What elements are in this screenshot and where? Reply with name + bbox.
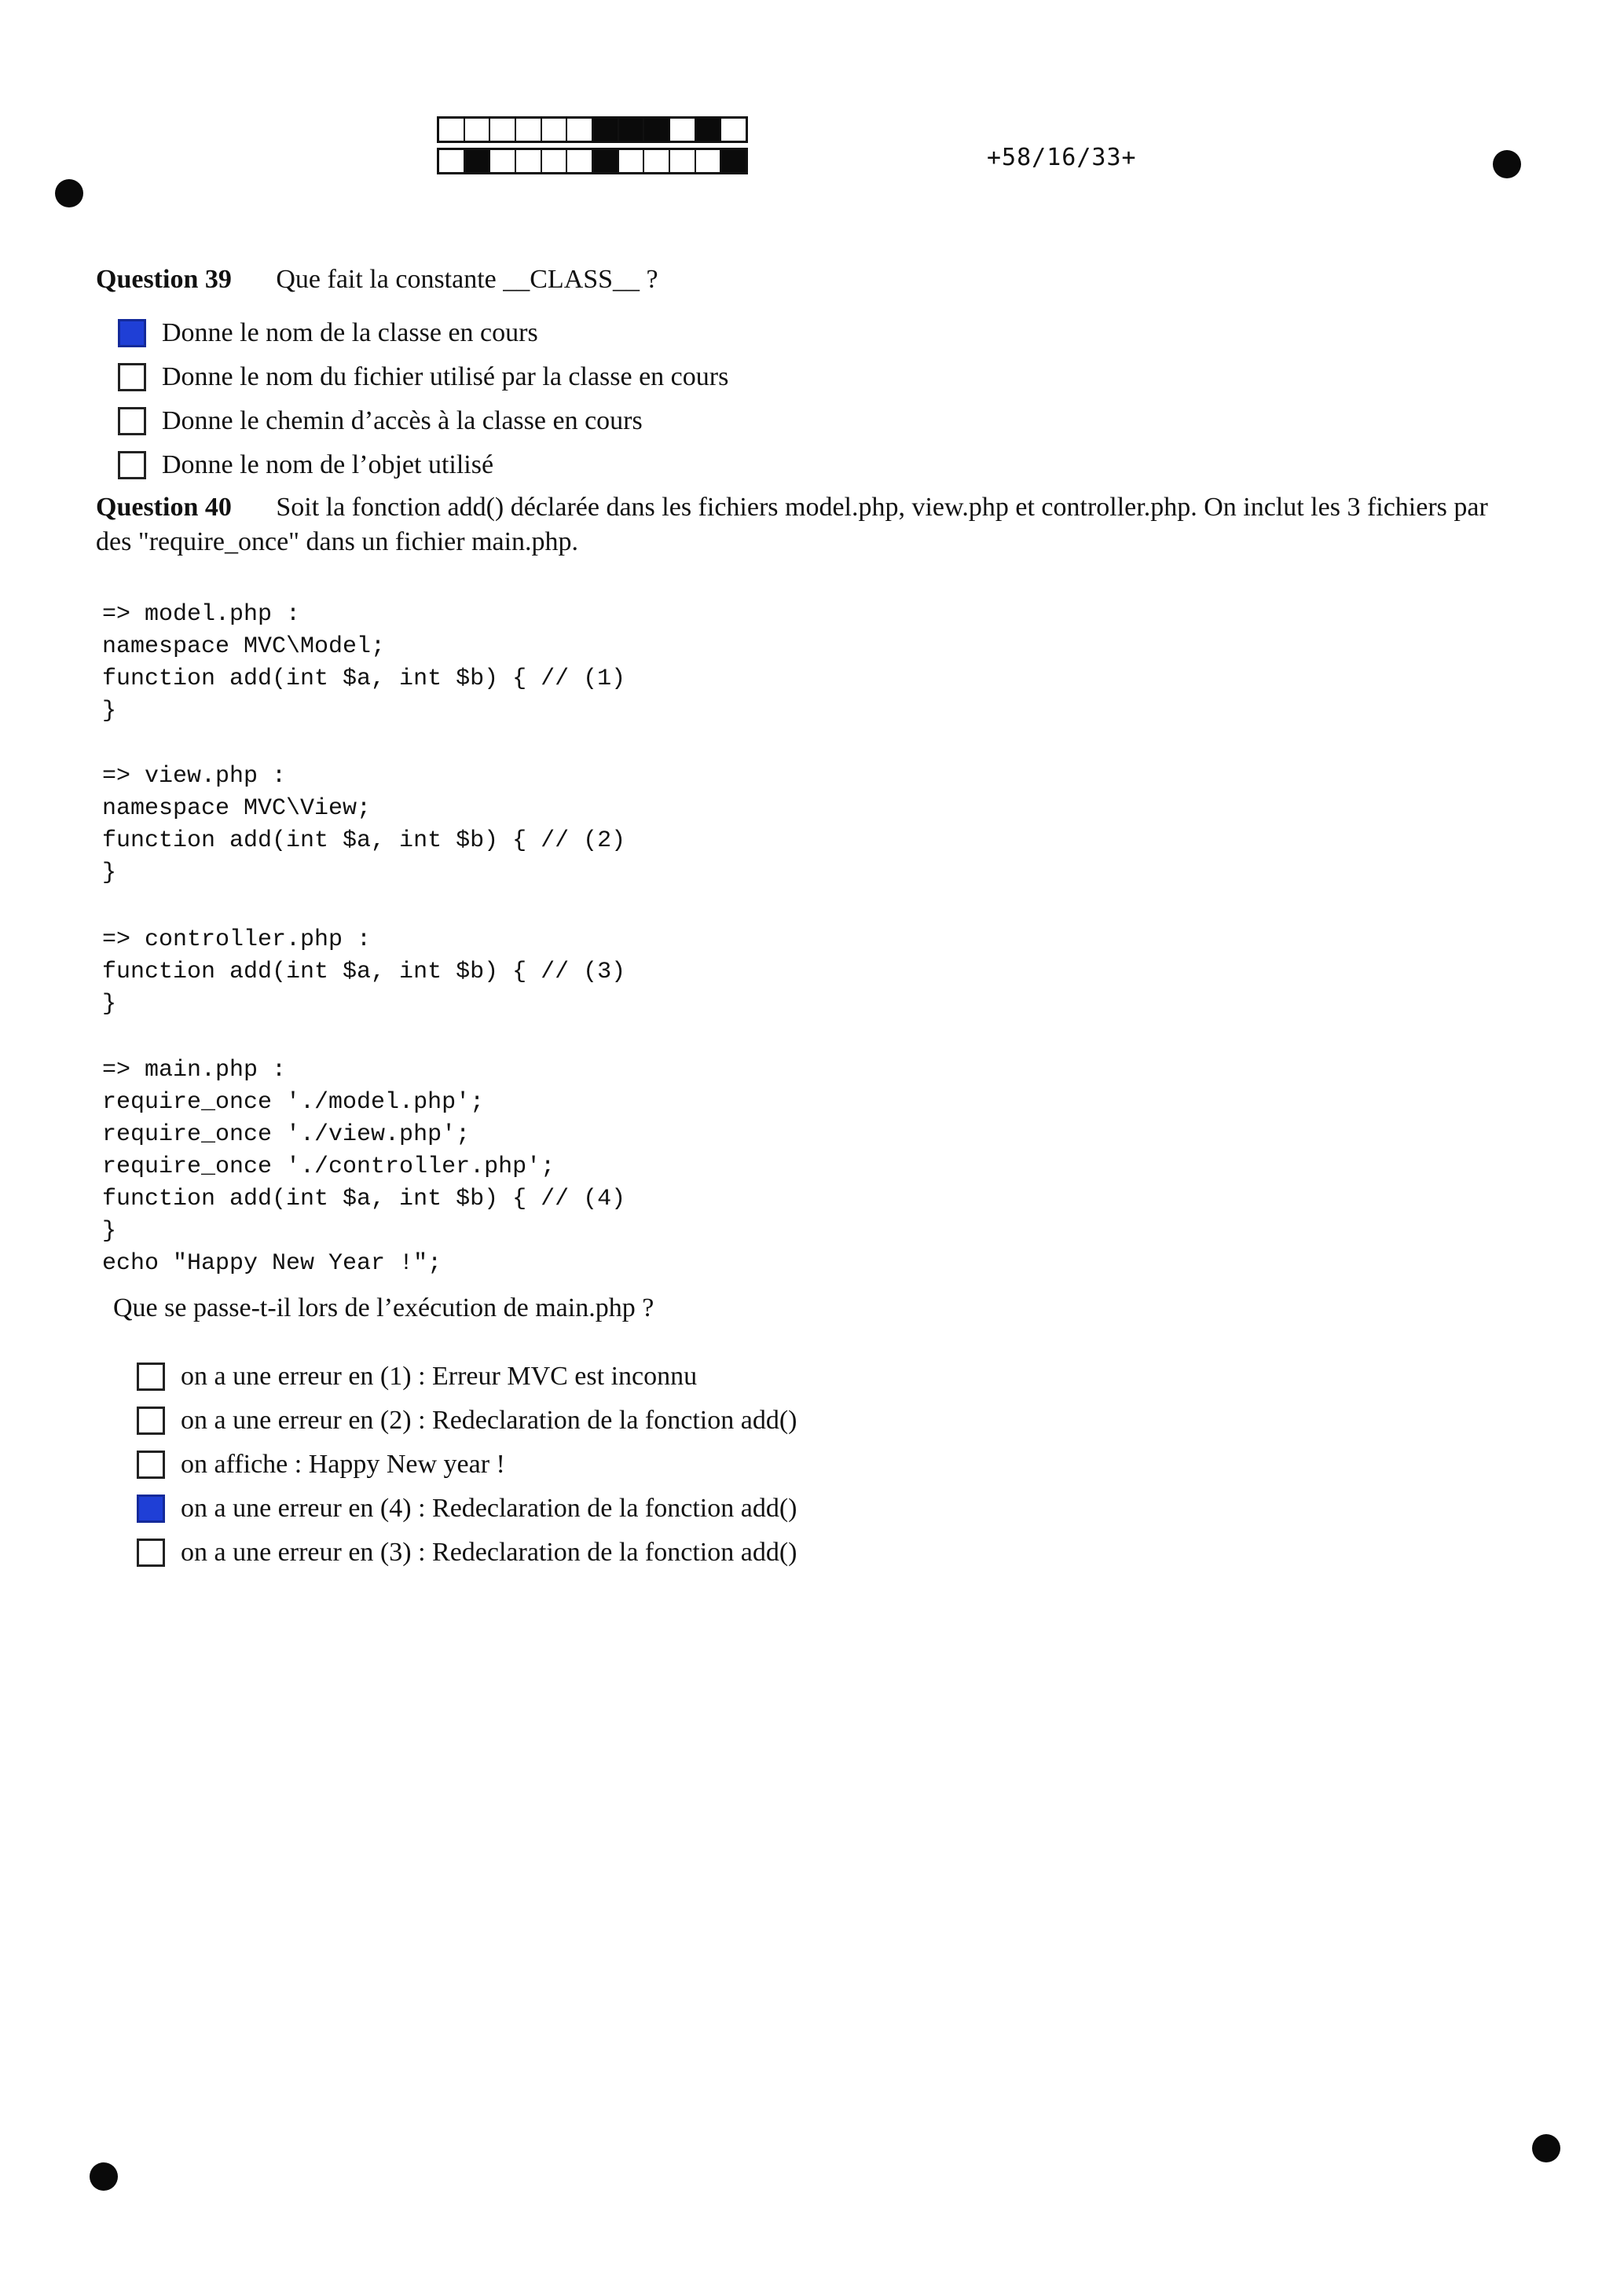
checked-checkbox[interactable] bbox=[137, 1495, 165, 1523]
student-id-barcode bbox=[437, 116, 748, 179]
code-line: } bbox=[102, 860, 117, 886]
answer-option[interactable] bbox=[137, 1399, 797, 1443]
checkbox[interactable] bbox=[137, 1407, 165, 1435]
answer-label: on a une erreur en (3) : Redeclaration de la fonction add() bbox=[181, 1538, 797, 1567]
code-line: namespace MVC\View; bbox=[102, 795, 372, 822]
barcode-cell bbox=[542, 119, 568, 141]
answer-option[interactable] bbox=[118, 399, 728, 443]
barcode-cell bbox=[542, 150, 568, 172]
barcode-cell bbox=[619, 119, 645, 141]
barcode-cell bbox=[670, 119, 696, 141]
barcode-cell bbox=[567, 150, 593, 172]
code-line: } bbox=[102, 1218, 117, 1245]
barcode-cell bbox=[439, 119, 465, 141]
registration-mark-bottom-right bbox=[1532, 2134, 1560, 2162]
code-line: function add(int $a, int $b) { // (4) bbox=[102, 1186, 626, 1212]
barcode-cell bbox=[619, 150, 645, 172]
answer-label: Donne le nom du fichier utilisé par la classe en cours bbox=[162, 362, 729, 391]
barcode-cell bbox=[593, 119, 619, 141]
barcode-cell bbox=[490, 150, 516, 172]
barcode-cell bbox=[465, 150, 491, 172]
question-40-prompt: Que se passe-t-il lors de l’exécution de main.php ? bbox=[113, 1293, 654, 1322]
barcode-cell bbox=[567, 119, 593, 141]
question-39-heading bbox=[96, 262, 1494, 297]
barcode-cell bbox=[696, 119, 722, 141]
code-line: namespace MVC\Model; bbox=[102, 633, 386, 660]
question-40-answers bbox=[137, 1355, 797, 1575]
question-39-answers bbox=[118, 311, 728, 487]
checkbox[interactable] bbox=[118, 363, 146, 391]
answer-option[interactable] bbox=[137, 1355, 797, 1399]
barcode-cell bbox=[516, 119, 542, 141]
registration-mark-bottom-left bbox=[90, 2162, 118, 2191]
answer-label: Donne le chemin d’accès à la classe en cours bbox=[162, 406, 643, 435]
barcode-cell bbox=[516, 150, 542, 172]
checkbox[interactable] bbox=[137, 1363, 165, 1391]
code-block-controller bbox=[102, 924, 625, 1021]
answer-label: Donne le nom de la classe en cours bbox=[162, 318, 538, 347]
question-number: Question 39 bbox=[96, 265, 232, 294]
question-text: Soit la fonction add() déclarée dans les fichiers model.php, view.php et controller.php. On inclut les 3 fichiers par des "require_once" dans un fichier main.php. bbox=[96, 493, 1488, 556]
answer-label: on a une erreur en (1) : Erreur MVC est inconnu bbox=[181, 1362, 698, 1391]
answer-option[interactable] bbox=[118, 355, 728, 399]
checked-checkbox[interactable] bbox=[118, 319, 146, 347]
question-text: Que fait la constante __CLASS__ ? bbox=[276, 265, 658, 294]
code-line: } bbox=[102, 698, 117, 724]
answer-label: on affiche : Happy New year ! bbox=[181, 1450, 505, 1479]
barcode-cell bbox=[439, 150, 465, 172]
barcode-cell bbox=[644, 119, 670, 141]
barcode-cell bbox=[721, 150, 746, 172]
answer-option[interactable] bbox=[137, 1531, 797, 1575]
answer-option[interactable] bbox=[118, 443, 728, 487]
barcode-cell bbox=[465, 119, 491, 141]
barcode-cell bbox=[593, 150, 619, 172]
barcode-cell bbox=[696, 150, 722, 172]
answer-option[interactable] bbox=[137, 1487, 797, 1531]
code-line: require_once './controller.php'; bbox=[102, 1154, 555, 1180]
checkbox[interactable] bbox=[137, 1451, 165, 1479]
code-line: => model.php : bbox=[102, 601, 301, 628]
page-identifier: +58/16/33+ bbox=[987, 144, 1137, 171]
code-line: require_once './model.php'; bbox=[102, 1089, 485, 1116]
question-number: Question 40 bbox=[96, 493, 232, 522]
code-line: function add(int $a, int $b) { // (3) bbox=[102, 959, 626, 985]
code-line: echo "Happy New Year !"; bbox=[102, 1250, 442, 1277]
barcode-row bbox=[437, 148, 748, 174]
barcode-cell bbox=[670, 150, 696, 172]
code-block-view bbox=[102, 761, 625, 889]
code-block-main bbox=[102, 1054, 625, 1280]
code-line: require_once './view.php'; bbox=[102, 1121, 471, 1148]
barcode-cell bbox=[490, 119, 516, 141]
barcode-cell bbox=[721, 119, 746, 141]
question-40-heading bbox=[96, 490, 1494, 559]
answer-label: on a une erreur en (4) : Redeclaration de la fonction add() bbox=[181, 1494, 797, 1523]
answer-option[interactable] bbox=[137, 1443, 797, 1487]
checkbox[interactable] bbox=[137, 1539, 165, 1567]
code-line: function add(int $a, int $b) { // (2) bbox=[102, 827, 626, 854]
checkbox[interactable] bbox=[118, 451, 146, 479]
code-line: => main.php : bbox=[102, 1057, 287, 1084]
code-line: => view.php : bbox=[102, 763, 287, 790]
answer-label: Donne le nom de l’objet utilisé bbox=[162, 450, 494, 479]
code-block-model bbox=[102, 599, 625, 728]
code-line: function add(int $a, int $b) { // (1) bbox=[102, 666, 626, 692]
barcode-row bbox=[437, 116, 748, 143]
code-line: } bbox=[102, 991, 117, 1018]
registration-mark-top-left bbox=[55, 179, 83, 207]
answer-label: on a une erreur en (2) : Redeclaration de la fonction add() bbox=[181, 1406, 797, 1435]
registration-mark-top-right bbox=[1493, 150, 1521, 178]
barcode-cell bbox=[644, 150, 670, 172]
answer-option[interactable] bbox=[118, 311, 728, 355]
checkbox[interactable] bbox=[118, 407, 146, 435]
code-line: => controller.php : bbox=[102, 926, 372, 953]
